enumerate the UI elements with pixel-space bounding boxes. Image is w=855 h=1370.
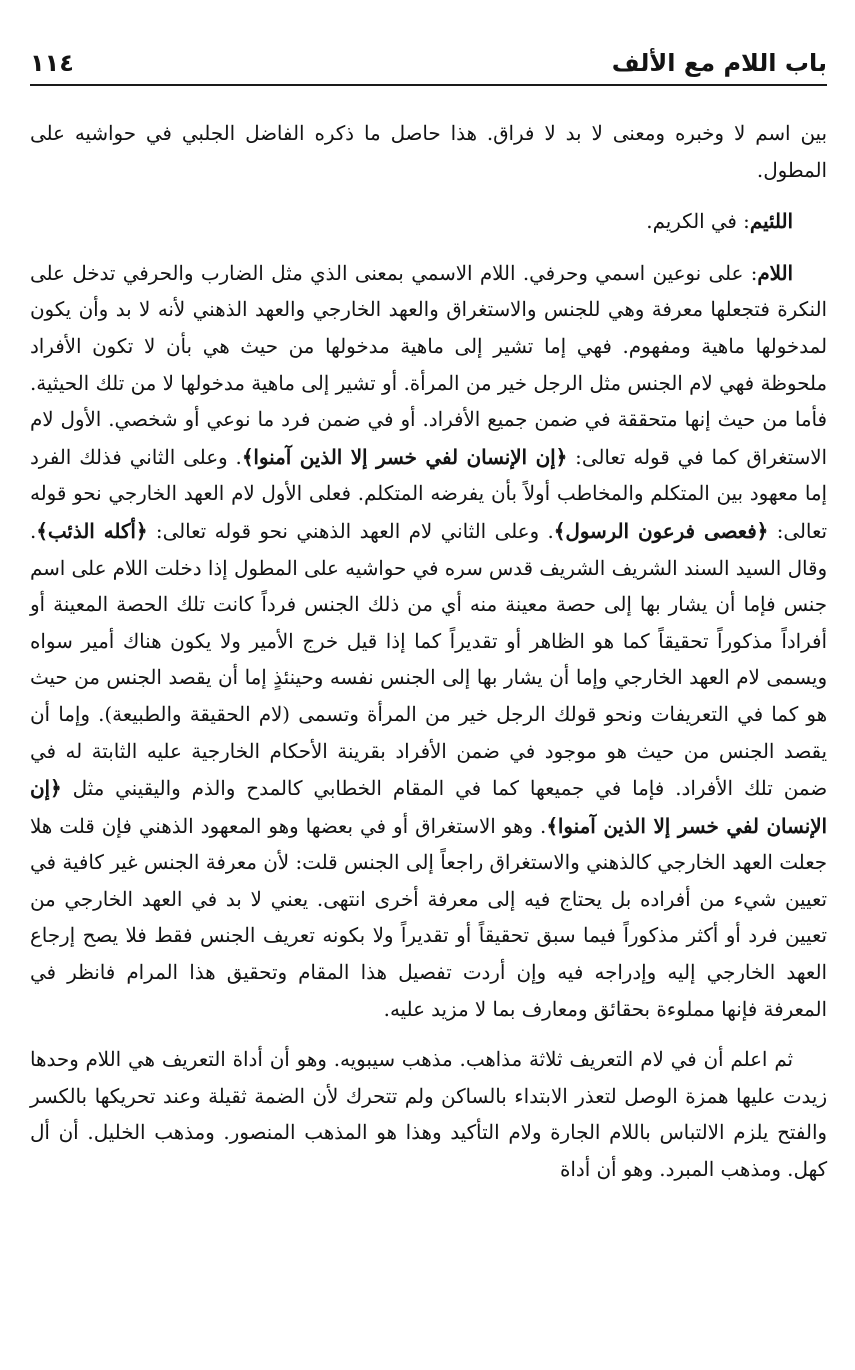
paragraph-text: بين اسم لا وخبره ومعنى لا بد لا فراق. هذا حاصل ما ذكره الفاضل الجلبي في حواشيه على المطول.: [30, 122, 827, 182]
entry-definition: : في الكريم.: [646, 210, 750, 234]
chapter-title: باب اللام مع الألف: [611, 49, 827, 77]
entry-text: . وقال السيد السند الشريف الشريف قدس سره في حواشيه على المطول إذا دخلت اللام على اسم جنس فإما أن يشار بها إلى حصة معينة منه أي من ذلك الجنس فرداً كانت تلك الحصة المعينة أو أفراداً مذكوراً تحقيقاً كما هو الظاهر أو تقديراً كما إذا قيل خرج الأمير ولا يكون هناك أمير سواه ويسمى لام العهد الخارجي وإما أن يشار بها إلى الجنس نفسه وحينئذٍ إما أن يقصد الجنس من حيث هو كما في التعريفات ونحو قولك الرجل خير من المرأة وتسمى (لام الحقيقة والطبيعة). وإما أن يقصد الجنس من حيث هو موجود في ضمن الأفراد بقرينة الأحكام الخارجية عليه الثابتة له في ضمن تلك الأفراد. فإما في جميعها كما في المقام الخطابي كالمدح والذم واليقيني مثل: [30, 519, 827, 801]
entry-text: : على نوعين اسمي وحرفي. اللام الاسمي بمعنى الذي مثل الضارب والحرفي تدخل على النكرة فتجعلها معرفة وهي للجنس والاستغراق والعهد الخارجي والعهد الذهني لأنه لا بد وأن يكون لمدخولها ماهية ومفهوم. فهي إما تشير إلى ماهية مدخولها من حيث هي بأن لا تكون الأفراد ملحوظة فهي لام الجنس مثل الرجل خير من المرأة. أو تشير إلى ماهية مدخولها لا من تلك الحيثية. فأما من حيث إنها متحققة في ضمن جميع الأفراد. أو في ضمن فرد ما نوعي أو شخصي. الأول لام الاستغراق كما في قوله تعالى:: [30, 261, 828, 469]
page-body: [30, 116, 827, 1189]
page-number: ١١٤: [30, 49, 74, 77]
entry-text: . وعلى الثاني لام العهد الذهني نحو قوله تعالى:: [147, 519, 554, 543]
entry-allam: [30, 255, 827, 1028]
quran-quote: ﴿إن الإنسان لفي خسر إلا الذين آمنوا﴾: [30, 776, 827, 838]
paragraph-continuation: [30, 116, 827, 189]
entry-term: اللئيم: [749, 209, 793, 234]
entry-text: . وعلى الثاني فذلك الفرد إما معهود بين المتكلم والمخاطب أولاً بأن يفرضه المتكلم. فعلى الأول لام العهد الخارجي نحو قوله تعالى:: [30, 445, 828, 543]
quran-quote: ﴿فعصى فرعون الرسول﴾: [553, 518, 769, 543]
entry-text: . وهو الاستغراق أو في بعضها وهو المعهود الذهني فإن قلت هلا جعلت العهد الخارجي كالذهني والاستغراق راجعاً إلى الجنس قلت: لأن معرفة الجنس غير كافية في تعيين شيء من أفراده بل يحتاج فيه إلى معرفة أخرى انتهى. يعني لا بد في العهد الخارجي من تعيين فرد أو أكثر مذكوراً فيما سبق تحقيقاً أو تقديراً ولا بكونه تعريف الجنس فقط فلا يصح إرجاع العهد الخارجي إليه وإدراجه فيه وإن أردت تفصيل هذا المقام وتحقيق هذا المرام فانظر في المعرفة فإنها مملوءة بحقائق ومعارف بما لا مزيد عليه.: [30, 814, 827, 1021]
paragraph-text: ثم اعلم أن في لام التعريف ثلاثة مذاهب. مذهب سيبويه. وهو أن أداة التعريف هي اللام وحدها زيدت عليها همزة الوصل لتعذر الابتداء بالساكن ولم تتحرك لأن الضمة ثقيلة وعند تحريكها بالكسر والفتح يلزم الالتباس باللام الجارة ولام التأكيد وهذا هو المذهب المنصور. ومذهب الخليل. أن أل كهل. ومذهب المبرد. وهو أن أداة: [30, 1048, 827, 1182]
quran-quote: ﴿أكله الذئب﴾: [36, 518, 148, 543]
entry-allaim: [30, 203, 827, 241]
paragraph-definite-article: [30, 1042, 827, 1188]
entry-term: اللام: [757, 260, 793, 285]
quran-quote: ﴿إن الإنسان لفي خسر إلا الذين آمنوا﴾: [241, 444, 568, 469]
page-header: [30, 44, 827, 86]
